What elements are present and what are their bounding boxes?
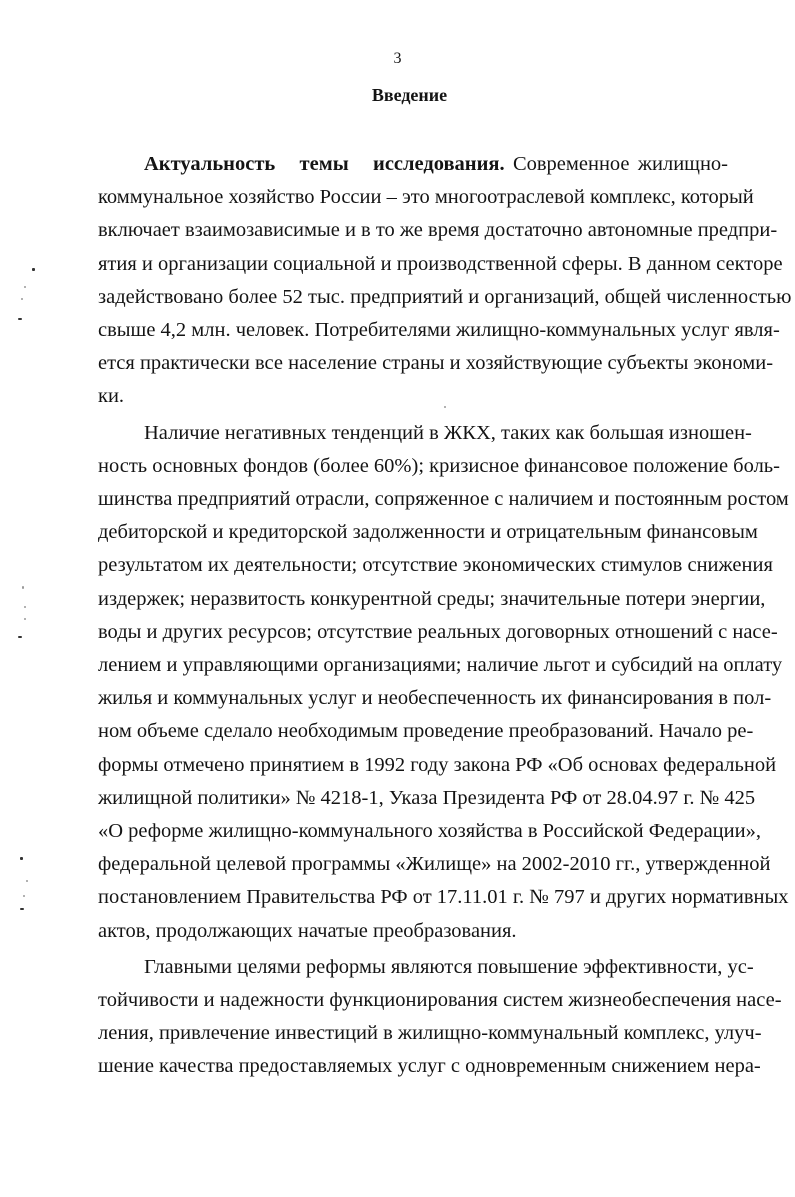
scan-speck <box>24 606 26 608</box>
scan-speck <box>32 268 35 271</box>
scan-speck <box>22 586 24 589</box>
scan-speck <box>26 880 28 882</box>
body-text <box>98 148 792 1084</box>
text-line: шинства предприятий отрасли, сопряженное с наличием и постоянным ростом <box>98 488 789 511</box>
text-line: ность основных фондов (более 60%); кризисное финансовое положение боль- <box>98 454 780 477</box>
paragraph <box>98 951 782 1084</box>
text-line: жилищной политики» № 4218-1, Указа Президента РФ от 28.04.97 г. № 425 <box>98 786 756 809</box>
text-line: тойчивости и надежности функционирования систем жизнеобеспечения насе- <box>98 989 782 1012</box>
text-line: формы отмечено принятием в 1992 году закона РФ «Об основах федеральной <box>98 753 777 776</box>
text-line: постановлением Правительства РФ от 17.11.01 г. № 797 и других нормативных <box>98 886 789 909</box>
text-line: издержек; неразвитость конкурентной среды; значительные потери энергии, <box>98 587 766 610</box>
page-number: 3 <box>393 50 402 67</box>
text-line: Главными целями реформы являются повышение эффективности, ус- <box>144 955 754 978</box>
text-line: Наличие негативных тенденций в ЖКХ, таких как большая изношен- <box>144 421 752 444</box>
scan-speck <box>21 298 23 300</box>
text-line: результатом их деятельности; отсутствие экономических стимулов снижения <box>98 554 773 577</box>
text-line: ятия и организации социальной и производственной сферы. В данном секторе <box>98 252 783 275</box>
paragraph <box>98 148 792 414</box>
text-line: включает взаимозависимые и в то же время достаточно автономные предпри- <box>98 219 778 242</box>
text-line: актов, продолжающих начатые преобразования. <box>98 919 517 942</box>
scan-speck <box>20 857 23 860</box>
text-line: ления, привлечение инвестиций в жилищно-коммунальный комплекс, улуч- <box>98 1022 762 1045</box>
scan-speck <box>18 636 22 638</box>
text-line: ном объеме сделало необходимым проведение преобразований. Начало ре- <box>98 720 754 743</box>
text-line: задействовано более 52 тыс. предприятий и организаций, общей численностью <box>98 285 792 308</box>
run-in-heading: Актуальность темы исследования. <box>144 153 505 175</box>
text-line: лением и управляющими организациями; наличие льгот и субсидий на оплату <box>98 654 783 677</box>
scan-speck <box>24 618 26 620</box>
scan-speck <box>18 318 22 320</box>
scan-speck <box>24 286 26 288</box>
text-line: жилья и коммунальных услуг и необеспеченность их финансирования в пол- <box>98 687 772 710</box>
text-line: «О реформе жилищно-коммунального хозяйства в Российской Федерации», <box>98 820 761 843</box>
scan-speck <box>444 406 446 408</box>
text-line: дебиторской и кредиторской задолженности и отрицательным финансовым <box>98 521 758 544</box>
text-line: Актуальность темы исследования. Современное жилищно- <box>144 153 728 175</box>
text-line: воды и других ресурсов; отсутствие реальных договорных отношений с насе- <box>98 620 778 643</box>
text-line: ки. <box>98 385 125 408</box>
text-line: ется практически все население страны и хозяйствующие субъекты экономи- <box>98 352 774 375</box>
text-line: федеральной целевой программы «Жилище» на 2002-2010 гг., утвержденной <box>98 853 771 876</box>
text-line: коммунальное хозяйство России – это многоотраслевой комплекс, который <box>98 186 754 209</box>
scan-speck <box>20 908 24 910</box>
section-heading: Введение <box>371 85 448 105</box>
paragraph <box>98 417 789 948</box>
text-line: шение качества предоставляемых услуг с одновременным снижением нера- <box>98 1055 761 1078</box>
scan-speck <box>23 895 25 897</box>
text-line: свыше 4,2 млн. человек. Потребителями жилищно-коммунальных услуг явля- <box>98 319 780 342</box>
